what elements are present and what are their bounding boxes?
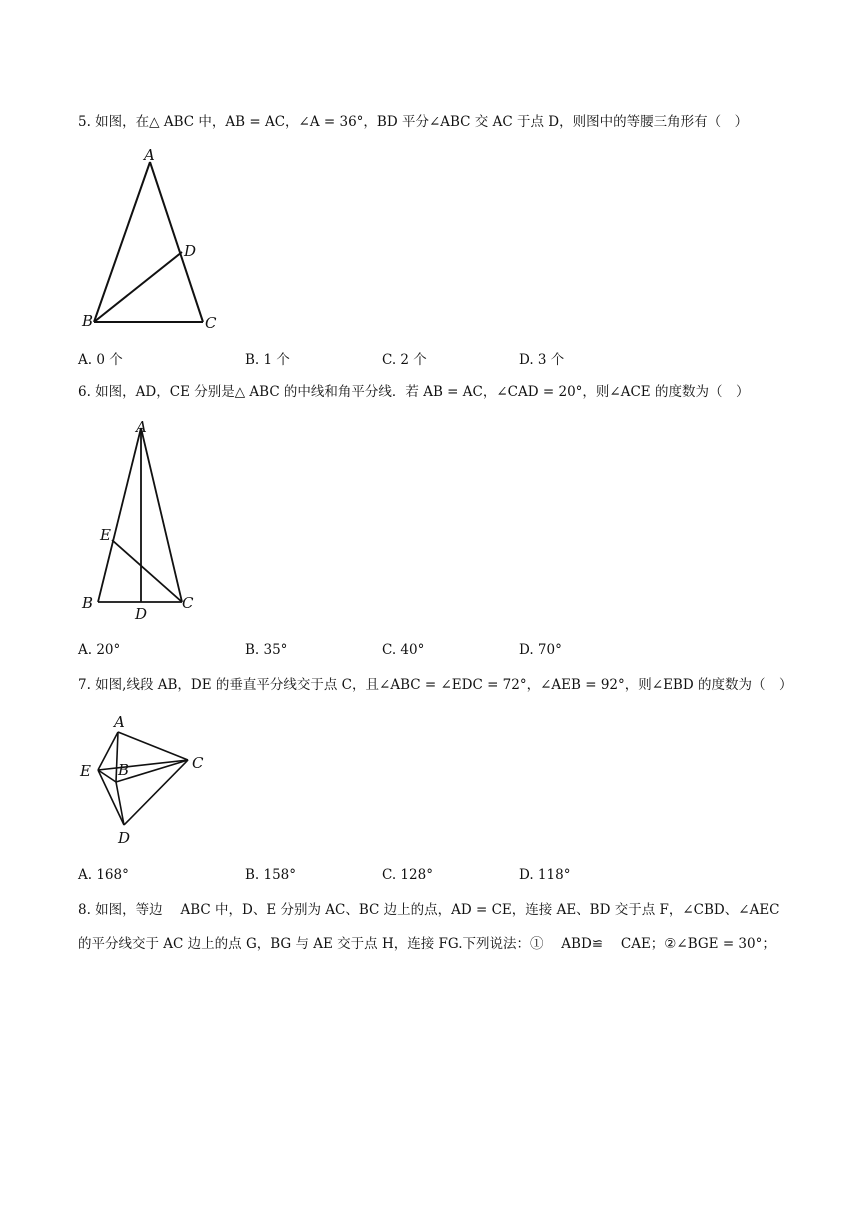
option-a[interactable]: A. 168° (78, 867, 129, 883)
option-b[interactable]: B. 1 个 (245, 352, 290, 368)
side-ac (141, 428, 182, 602)
option-c[interactable]: C. 40° (382, 642, 425, 658)
label-b: B (82, 312, 94, 330)
question-8-stem-line-2: 的平分线交于 AC 边上的点 G，BG 与 AE 交于点 H，连接 FG.下列说法：① ABD≌ CAE；②∠BGE = 30°； (78, 936, 776, 952)
question-8-stem-line-1: 8. 如图，等边 ABC 中，D、E 分别为 AC、BC 边上的点，AD = CE，连接 AE、BD 交于点 F，∠CBD、∠AEC (78, 902, 780, 918)
question-5-stem: 5. 如图，在△ ABC 中，AB = AC，∠A = 36°，BD 平分∠ABC 交 AC 于点 D，则图中的等腰三角形有（ ） (78, 114, 749, 130)
label-d: D (135, 605, 148, 623)
segment-ce (112, 540, 182, 602)
label-a: A (144, 146, 155, 164)
label-d: D (118, 829, 131, 847)
option-d[interactable]: D. 70° (519, 642, 562, 658)
option-a[interactable]: A. 20° (78, 642, 121, 658)
label-c: C (205, 314, 217, 332)
option-b[interactable]: B. 158° (245, 867, 297, 883)
label-a: A (136, 418, 147, 436)
option-c[interactable]: C. 128° (382, 867, 433, 883)
label-b: B (82, 594, 94, 612)
option-c[interactable]: C. 2 个 (382, 352, 427, 368)
question-6-stem: 6. 如图，AD，CE 分别是△ ABC 的中线和角平分线．若 AB = AC，∠CAD = 20°，则∠ACE 的度数为（ ） (78, 384, 750, 400)
option-d[interactable]: D. 118° (519, 867, 571, 883)
option-b[interactable]: B. 35° (245, 642, 288, 658)
segment-ac (118, 732, 188, 760)
label-e: E (80, 762, 91, 780)
question-7-figure (78, 708, 218, 848)
label-d: D (184, 242, 197, 260)
option-a[interactable]: A. 0 个 (78, 352, 123, 368)
segment-ea (98, 732, 118, 770)
label-b: B (118, 761, 130, 779)
side-ab (94, 162, 150, 322)
label-c: C (182, 594, 194, 612)
question-5-figure (78, 144, 228, 334)
side-ab (98, 428, 141, 602)
segment-ec (98, 760, 188, 770)
label-a: A (114, 713, 125, 731)
label-e: E (100, 526, 111, 544)
segment-bd (116, 782, 124, 825)
label-c: C (192, 754, 204, 772)
question-6-figure (78, 414, 208, 624)
question-7-stem: 7. 如图,线段 AB，DE 的垂直平分线交于点 C，且∠ABC = ∠EDC = 72°，∠AEB = 92°，则∠EBD 的度数为（ ） (78, 677, 793, 693)
option-d[interactable]: D. 3 个 (519, 352, 565, 368)
